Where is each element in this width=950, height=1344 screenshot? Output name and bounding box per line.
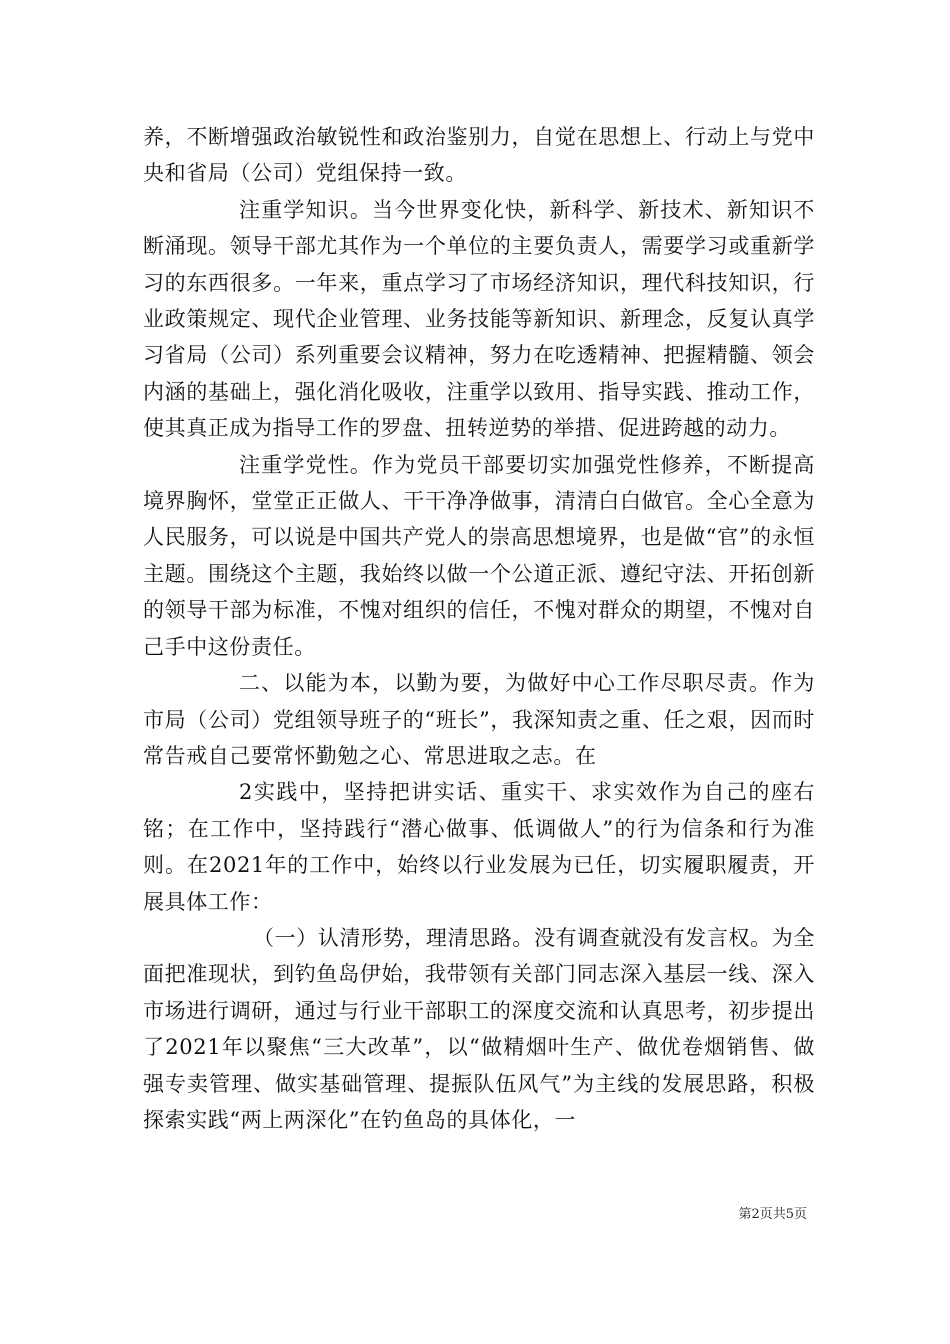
paragraph-section-two: 二、以能为本，以勤为要，为做好中心工作尽职尽责。作为市局（公司）党组领导班子的“班长”，我深知责之重、任之艰，因而时常告戒自己要常怀勤勉之心、常思进取之志。在 <box>143 671 815 768</box>
paragraph-party-spirit: 注重学党性。作为党员干部要切实加强党性修养，不断提高境界胸怀，堂堂正正做人、干干净净做事，清清白白做官。全心全意为人民服务，可以说是中国共产党人的崇高思想境界，也是做“官”的永恒主题。围绕这个主题，我始终以做一个公道正派、遵纪守法、开拓创新的领导干部为标准，不愧对组织的信任，不愧对群众的期望，不愧对自己手中这份责任。 <box>143 452 815 659</box>
paragraph-practice: 2实践中，坚持把讲实话、重实干、求实效作为自己的座右铭；在工作中，坚持践行“潜心做事、低调做人”的行为信条和行为准则。在2021年的工作中，始终以行业发展为已任，切实履职履责，开展具体工作： <box>143 780 815 914</box>
paragraph-study-knowledge: 注重学知识。当今世界变化快，新科学、新技术、新知识不断涌现。领导干部尤其作为一个单位的主要负责人，需要学习或重新学习的东西很多。一年来，重点学习了市场经济知识，理代科技知识，行业政策规定、现代企业管理、业务技能等新知识、新理念，反复认真学习省局（公司）系列重要会议精神，努力在吃透精神、把握精髓、领会内涵的基础上，强化消化吸收，注重学以致用、指导实践、推动工作，使其真正成为指导工作的罗盘、扭转逆势的举措、促进跨越的动力。 <box>143 197 815 441</box>
paragraph-situation-analysis: （一）认清形势，理清思路。没有调查就没有发言权。为全面把准现状，到钓鱼岛伊始，我带领有关部门同志深入基层一线、深入市场进行调研，通过与行业干部职工的深度交流和认真思考，初步提出了2021年以聚焦“三大改革”，以“做精烟叶生产、做优卷烟销售、做强专卖管理、做实基础管理、提振队伍风气”为主线的发展思路，积极探索实践“两上两深化”在钓鱼岛的具体化，一 <box>143 925 815 1132</box>
paragraph-continuation: 养，不断增强政治敏锐性和政治鉴别力，自觉在思想上、行动上与党中央和省局（公司）党组保持一致。 <box>143 125 815 186</box>
document-body <box>143 119 815 1138</box>
page-number-footer: 第2页共5页 <box>738 1207 807 1222</box>
